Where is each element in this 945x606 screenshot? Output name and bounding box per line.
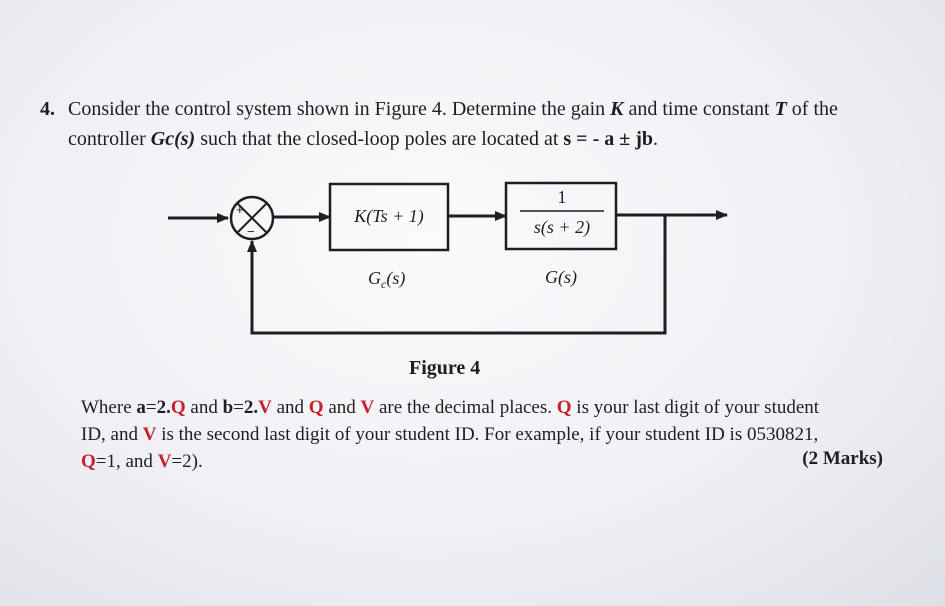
l2-segment: V [142,424,157,445]
l1-segment: 2. [243,397,259,418]
figure-caption: Figure 4 [409,357,481,379]
l3-segment: ). [191,451,203,472]
summer-minus-sign: − [247,224,255,239]
paragraph-line-2 [81,421,891,448]
l3-segment: , and [116,451,158,472]
time-constant-symbol: T [774,98,787,120]
l1-segment: and [185,397,223,418]
controller-label-g: G [368,268,381,288]
l1-segment: V [360,397,375,418]
q1-pre: Consider the control system shown in Figure 4. Determine the gain [68,98,611,120]
l1-segment: and [323,397,361,418]
l3-segment: Q [81,451,96,472]
plant-numerator: 1 [557,187,567,207]
l2-segment: is the second last digit of your student ID. For example, if your student ID is 0530821, [156,424,819,445]
controller-symbol: Gc(s) [150,128,196,150]
controller-transfer-function: K(Ts + 1) [354,206,424,226]
l3-segment: =2 [171,451,192,472]
l1-segment: a [136,397,146,418]
q2-post: such that the closed-loop poles are located at [195,128,564,150]
feedback-path [252,215,665,333]
controller-label [368,268,405,291]
q2-pre: controller [68,128,151,150]
q1-post: of the [786,98,838,120]
plant-denominator: s(s + 2) [533,217,591,237]
l1-segment: = [233,397,244,418]
l1-segment: is your last digit of your student [571,397,820,418]
controller-label-arg: (s) [386,268,406,288]
controller-label-sub: c [381,277,387,291]
marks-label: (2 Marks) [802,448,883,469]
pole-location: s = - a ± jb [563,128,653,150]
q2-end: . [653,128,658,150]
l1-segment: Q [556,397,572,418]
l1-segment: Where [81,397,137,418]
gain-symbol: K [610,98,624,120]
summer-plus-sign: + [236,202,244,217]
l1-segment: Q [308,397,324,418]
l2-segment: ID, and [81,424,143,445]
q1-mid: and time constant [623,98,775,120]
question-number: 4. [40,98,55,120]
l1-segment: 2. [156,397,171,418]
paragraph-line-1 [81,394,891,421]
l3-segment: V [157,451,172,472]
l1-segment: V [258,397,272,418]
l1-segment: = [145,397,157,418]
plant-label: G(s) [545,267,577,287]
l1-segment: b [222,397,234,418]
l1-segment: are the decimal places. [374,397,557,418]
instructions-paragraph [81,394,891,475]
l3-segment: =1 [95,451,116,472]
paragraph-line-3 [81,448,891,475]
l1-segment: Q [170,397,186,418]
l1-segment: and [271,397,309,418]
